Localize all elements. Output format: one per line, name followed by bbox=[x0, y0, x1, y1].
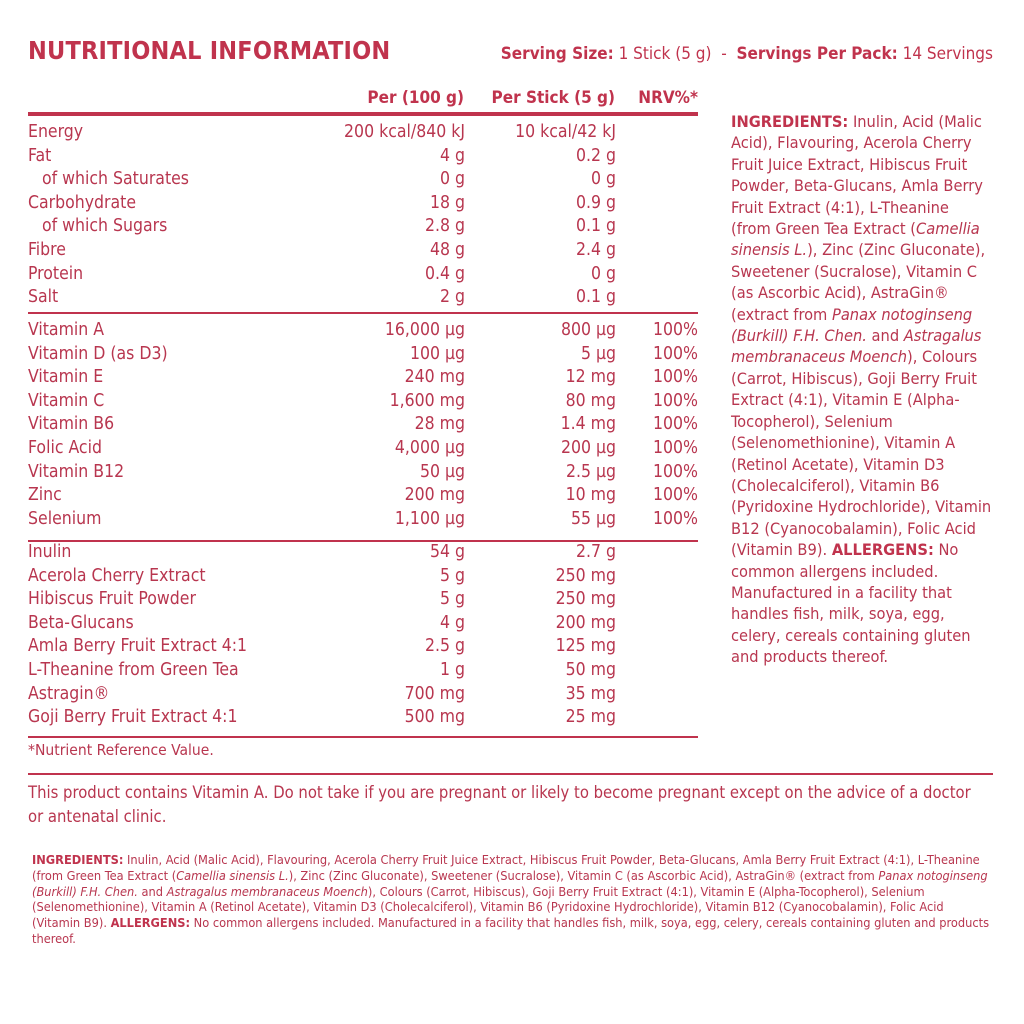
value-per-100g: 200 mg bbox=[404, 485, 465, 506]
table-row bbox=[28, 286, 698, 310]
nutrient-name: Vitamin B12 bbox=[28, 461, 125, 482]
allergens-text: No common allergens included. Manufactured in a facility that handles fish, milk, soya, egg, celery, cereals containing gluten and products thereof. bbox=[731, 540, 971, 667]
nrv-footnote: *Nutrient Reference Value. bbox=[28, 741, 214, 759]
section-divider bbox=[28, 312, 698, 314]
value-nrv: 100% bbox=[652, 343, 698, 364]
table-row bbox=[28, 145, 698, 169]
value-per-100g: 200 kcal/840 kJ bbox=[344, 122, 465, 142]
table-row bbox=[28, 683, 698, 707]
nutrient-name: L-Theanine from Green Tea bbox=[28, 660, 239, 680]
value-per-100g: 4,000 µg bbox=[394, 438, 465, 458]
table-row bbox=[28, 484, 698, 508]
ingredients-label: INGREDIENTS: bbox=[731, 112, 849, 131]
value-per-stick: 250 mg bbox=[555, 589, 616, 610]
ingredient-latin-name: Panax notoginseng (Burkill) F.H. Chen. bbox=[731, 304, 973, 346]
table-row bbox=[28, 319, 698, 343]
value-per-stick: 12 mg bbox=[565, 367, 616, 388]
table-row bbox=[28, 541, 698, 565]
value-nrv: 100% bbox=[652, 461, 698, 482]
nutrient-name: Goji Berry Fruit Extract 4:1 bbox=[28, 707, 238, 728]
ingredient-text-part: Inulin, Acid (Malic Acid), Flavouring, Acerola Cherry Fruit Juice Extract, Hibiscus Fruit Powder, Beta-Glucans, Amla Berry Fruit Extract (4:1), L-Theanine (from Green Tea Extract ( bbox=[32, 852, 980, 883]
ingredient-text-part: and bbox=[866, 326, 904, 346]
column-header-per-100g: Per (100 g) bbox=[367, 88, 464, 108]
table-header-rule bbox=[28, 112, 698, 116]
value-per-100g: 2.8 g bbox=[424, 216, 465, 237]
nutrient-name: Salt bbox=[28, 287, 59, 308]
table-row bbox=[28, 508, 698, 532]
value-per-100g: 54 g bbox=[429, 542, 465, 562]
ingredient-latin-name: Astragalus membranaceus Moench bbox=[166, 883, 368, 899]
ingredient-text-part: ), Colours (Carrot, Hibiscus), Goji Berry Fruit Extract (4:1), Vitamin E (Alpha-Tocopherol), Selenium (Selenomethionine), Vitamin A (Retinol Acetate), Vitamin D3 (Cholecalciferol), Vitamin B6 (Pyridoxine Hydrochloride), Vitamin B12 (Cyanocobalamin), Folic Acid (Vitamin B9). bbox=[32, 883, 944, 931]
table-row bbox=[28, 413, 698, 437]
value-per-stick: 0 g bbox=[590, 169, 616, 190]
value-per-stick: 2.4 g bbox=[575, 240, 616, 260]
nutrient-name: of which Saturates bbox=[42, 169, 190, 190]
nutrient-name: Acerola Cherry Extract bbox=[28, 565, 206, 586]
ingredient-latin-name: Camellia sinensis L. bbox=[176, 867, 289, 883]
nutrient-name: Vitamin C bbox=[28, 390, 105, 411]
value-per-stick: 80 mg bbox=[565, 390, 616, 411]
value-per-100g: 5 g bbox=[439, 565, 465, 586]
value-per-100g: 1 g bbox=[439, 660, 465, 680]
value-per-100g: 240 mg bbox=[404, 367, 465, 388]
value-per-100g: 700 mg bbox=[404, 683, 465, 704]
value-per-100g: 16,000 µg bbox=[384, 320, 465, 340]
value-nrv: 100% bbox=[652, 438, 698, 458]
ingredients-bottom-block bbox=[32, 852, 992, 947]
value-per-stick: 0.1 g bbox=[575, 287, 616, 308]
value-per-stick: 200 µg bbox=[560, 438, 616, 458]
value-per-stick: 5 µg bbox=[580, 343, 616, 364]
ingredient-text-part: ), Zinc (Zinc Gluconate), Sweetener (Sucralose), Vitamin C (as Ascorbic Acid), AstraGin® (extract from bbox=[731, 240, 986, 324]
value-per-stick: 25 mg bbox=[565, 707, 616, 728]
servings-per-pack-value: 14 Servings bbox=[902, 44, 993, 64]
value-per-stick: 2.5 µg bbox=[565, 461, 616, 482]
nutrient-name: Vitamin D (as D3) bbox=[28, 343, 168, 364]
nutrient-name: Hibiscus Fruit Powder bbox=[28, 589, 196, 610]
value-per-stick: 55 µg bbox=[570, 508, 616, 529]
value-per-100g: 500 mg bbox=[404, 707, 465, 728]
nutrient-name: Fibre bbox=[28, 240, 66, 260]
ingredient-latin-name: Astragalus membranaceus Moench bbox=[731, 326, 982, 367]
table-row bbox=[28, 706, 698, 730]
allergens-label: ALLERGENS: bbox=[831, 540, 934, 560]
value-per-stick: 0.1 g bbox=[575, 216, 616, 237]
value-nrv: 100% bbox=[652, 485, 698, 506]
table-row bbox=[28, 192, 698, 216]
value-per-100g: 2 g bbox=[439, 287, 465, 308]
value-per-100g: 18 g bbox=[429, 192, 465, 213]
value-per-stick: 35 mg bbox=[565, 683, 616, 704]
ingredients-side-panel bbox=[731, 111, 993, 668]
value-per-stick: 0.2 g bbox=[575, 145, 616, 166]
value-per-stick: 250 mg bbox=[555, 565, 616, 586]
value-per-100g: 0 g bbox=[439, 169, 465, 190]
value-per-stick: 800 µg bbox=[560, 320, 616, 340]
value-nrv: 100% bbox=[652, 414, 698, 435]
ingredient-text-part: ), Zinc (Zinc Gluconate), Sweetener (Sucralose), Vitamin C (as Ascorbic Acid), AstraGin® (extract from bbox=[288, 867, 879, 883]
table-row bbox=[28, 366, 698, 390]
value-per-stick: 1.4 mg bbox=[560, 414, 616, 435]
value-per-100g: 48 g bbox=[429, 240, 465, 260]
serving-info bbox=[501, 44, 993, 64]
table-row bbox=[28, 565, 698, 589]
ingredients-label: INGREDIENTS: bbox=[32, 852, 124, 867]
table-row bbox=[28, 461, 698, 485]
column-header-nrv: NRV%* bbox=[638, 88, 698, 108]
table-row bbox=[28, 659, 698, 683]
ingredient-text-part: Inulin, Acid (Malic Acid), Flavouring, Acerola Cherry Fruit Juice Extract, Hibiscus Fruit Powder, Beta-Glucans, Amla Berry Fruit Extract (4:1), L-Theanine (from Green Tea Extract ( bbox=[731, 112, 983, 239]
table-row bbox=[28, 263, 698, 287]
ingredient-text-part: and bbox=[137, 883, 167, 899]
table-row bbox=[28, 390, 698, 414]
value-per-stick: 0.9 g bbox=[575, 192, 616, 213]
nutrient-name: Beta-Glucans bbox=[28, 612, 134, 633]
table-row bbox=[28, 168, 698, 192]
value-per-100g: 4 g bbox=[439, 612, 465, 633]
nutrient-name: Amla Berry Fruit Extract 4:1 bbox=[28, 636, 248, 657]
table-row bbox=[28, 215, 698, 239]
serving-size-value: 1 Stick (5 g) bbox=[618, 44, 712, 64]
value-per-stick: 0 g bbox=[590, 263, 616, 284]
ingredient-text-part: ), Colours (Carrot, Hibiscus), Goji Berry Fruit Extract (4:1), Vitamin E (Alpha-Tocopherol), Selenium (Selenomethionine), Vitamin A (Retinol Acetate), Vitamin D3 (Cholecalciferol), Vitamin B6 (Pyridoxine Hydrochloride), Vitamin B12 (Cyanocobalamin), Folic Acid (Vitamin B9). bbox=[731, 347, 992, 560]
value-per-stick: 2.7 g bbox=[575, 542, 616, 562]
value-nrv: 100% bbox=[652, 508, 698, 529]
value-per-100g: 28 mg bbox=[414, 414, 465, 435]
table-bottom-rule bbox=[28, 736, 698, 738]
nutrient-name: Fat bbox=[28, 145, 52, 166]
nutrient-name: Folic Acid bbox=[28, 438, 102, 458]
nutrient-name: Vitamin A bbox=[28, 320, 105, 340]
value-nrv: 100% bbox=[652, 390, 698, 411]
ingredient-latin-name: Panax notoginseng (Burkill) F.H. Chen. bbox=[32, 867, 988, 899]
nutrient-name: Vitamin B6 bbox=[28, 414, 115, 435]
nutrient-name: Astragin® bbox=[28, 683, 110, 704]
table-row bbox=[28, 239, 698, 263]
table-row bbox=[28, 612, 698, 636]
ingredient-latin-name: Camellia sinensis L. bbox=[731, 219, 980, 260]
nutrient-name: Energy bbox=[28, 122, 84, 142]
value-per-100g: 2.5 g bbox=[424, 636, 465, 657]
page-title: NUTRITIONAL INFORMATION bbox=[28, 36, 391, 65]
nutrient-name: Protein bbox=[28, 263, 84, 284]
value-per-100g: 5 g bbox=[439, 589, 465, 610]
value-per-100g: 4 g bbox=[439, 145, 465, 166]
table-row bbox=[28, 588, 698, 612]
table-row bbox=[28, 635, 698, 659]
value-per-stick: 50 mg bbox=[565, 660, 616, 680]
nutrient-name: of which Sugars bbox=[42, 216, 168, 237]
serving-size-label: Serving Size: bbox=[500, 44, 614, 64]
ingredients-text bbox=[731, 112, 991, 559]
column-header-per-stick: Per Stick (5 g) bbox=[491, 88, 615, 108]
value-per-100g: 100 µg bbox=[409, 343, 465, 364]
value-nrv: 100% bbox=[652, 367, 698, 388]
serving-separator: - bbox=[721, 44, 727, 64]
nutrient-name: Inulin bbox=[28, 542, 72, 562]
vitamin-a-warning: This product contains Vitamin A. Do not take if you are pregnant or likely to become pregnant except on the advice of a doctor or antenatal clinic. bbox=[28, 783, 971, 826]
table-row bbox=[28, 343, 698, 367]
value-per-100g: 1,100 µg bbox=[394, 508, 465, 529]
table-row bbox=[28, 437, 698, 461]
value-per-stick: 125 mg bbox=[555, 636, 616, 657]
allergens-label: ALLERGENS: bbox=[110, 915, 191, 931]
value-per-stick: 10 kcal/42 kJ bbox=[515, 122, 616, 142]
value-per-stick: 200 mg bbox=[555, 612, 616, 633]
nutrient-name: Zinc bbox=[28, 485, 62, 506]
servings-per-pack-label: Servings Per Pack: bbox=[736, 44, 898, 64]
value-per-100g: 50 µg bbox=[419, 461, 465, 482]
nutrient-name: Carbohydrate bbox=[28, 192, 137, 213]
nutrient-name: Vitamin E bbox=[28, 367, 104, 388]
value-nrv: 100% bbox=[652, 320, 698, 340]
value-per-stick: 10 mg bbox=[565, 485, 616, 506]
allergens-text: No common allergens included. Manufactured in a facility that handles fish, milk, soya, egg, celery, cereals containing gluten and products thereof. bbox=[32, 915, 990, 946]
nutrient-name: Selenium bbox=[28, 508, 102, 529]
value-per-100g: 0.4 g bbox=[424, 263, 465, 284]
value-per-100g: 1,600 mg bbox=[389, 390, 465, 411]
warning-divider bbox=[28, 773, 993, 775]
table-row bbox=[28, 121, 698, 145]
